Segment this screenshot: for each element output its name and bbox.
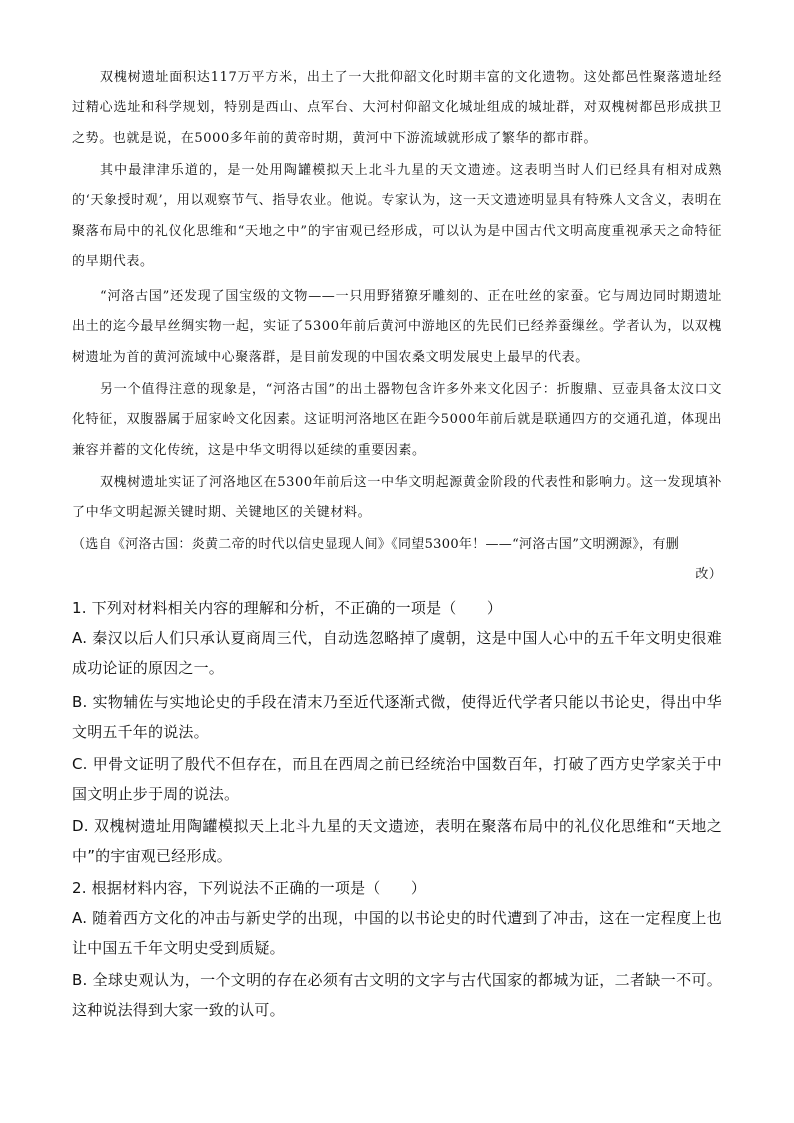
passage-paragraph-4: 另一个值得注意的现象是，“河洛古国”的出土器物包含许多外来文化因子：折腹鼎、豆壶具备太汶口文化特征，双腹器属于屈家岭文化因素。这证明河洛地区在距今5000年前后就是联通四方的交通孔道，体现出兼容并蓄的文化传统，这是中华文明得以延续的重要因素。: [72, 382, 722, 458]
question-1-option-b: B. 实物辅佐与实地论史的手段在清末乃至近代逐渐式微，使得近代学者只能以书论史，得出中华文明五千年的说法。: [72, 693, 722, 741]
source-citation-tail: 改）: [695, 567, 722, 582]
passage-paragraph-5: 双槐树遗址实证了河洛地区在5300年前后这一中华文明起源黄金阶段的代表性和影响力。这一发现填补了中华文明起源关键时期、关键地区的关键材料。: [72, 475, 722, 521]
question-2-option-a: A. 随着西方文化的冲击与新史学的出现，中国的以书论史的时代遭到了冲击，这在一定程度上也让中国五千年文明史受到质疑。: [72, 909, 722, 957]
passage-paragraph-3: “河洛古国”还发现了国宝级的文物——一只用野猪獠牙雕刻的、正在吐丝的家蚕。它与周边同时期遗址出土的迄今最早丝绸实物一起，实证了5300年前后黄河中游地区的先民们已经养蚕缫丝。学者认为，以双槐树遗址为首的黄河流域中心聚落群，是目前发现的中国农桑文明发展史上最早的代表。: [72, 289, 722, 365]
passage-paragraph-1: 双槐树遗址面积达117万平方米，出土了一大批仰韶文化时期丰富的文化遗物。这处都邑性聚落遗址经过精心选址和科学规划，特别是西山、点军台、大河村仰韶文化城址组成的城址群，对双槐树都邑形成拱卫之势。也就是说，在5000多年前的黄帝时期，黄河中下游流域就形成了繁华的都市群。: [72, 70, 722, 146]
question-2-option-b: B. 全球史观认为，一个文明的存在必须有古文明的文字与古代国家的都城为证，二者缺一不可。这种说法得到大家一致的认可。: [72, 971, 722, 1019]
question-1-option-c: C. 甲骨文证明了殷代不但存在，而且在西周之前已经统治中国数百年，打破了西方史学家关于中国文明止步于周的说法。: [72, 755, 722, 803]
question-1-option-a: A. 秦汉以后人们只承认夏商周三代，自动选忽略掉了虞朝，这是中国人心中的五千年文明史很难成功论证的原因之一。: [72, 629, 722, 677]
question-2-stem: 2. 根据材料内容，下列说法不正确的一项是（ ）: [72, 879, 427, 897]
question-1-option-d: D. 双槐树遗址用陶罐模拟天上北斗九星的天文遗迹，表明在聚落布局中的礼仪化思维和“天地之中”的宇宙观已经形成。: [72, 817, 722, 865]
source-citation: [72, 530, 722, 590]
question-1-stem: 1. 下列对材料相关内容的理解和分析，不正确的一项是（ ）: [72, 599, 503, 617]
passage-paragraph-2: 其中最津津乐道的，是一处用陶罐模拟天上北斗九星的天文遗迹。这表明当时人们已经具有相对成熟的‘天象授时观’，用以观察节气、指导农业。他说。专家认为，这一天文遗迹明显具有特殊人文含义，表明在聚落布局中的礼仪化思维和“天地之中”的宇宙观已经形成，可以认为是中国古代文明高度重视承天之命特征的早期代表。: [72, 163, 722, 269]
source-citation-main: （选自《河洛古国：炎黄二帝的时代以信史显现人间》《同望5300年！——“河洛古国”文明溯源》，有删: [72, 537, 680, 552]
